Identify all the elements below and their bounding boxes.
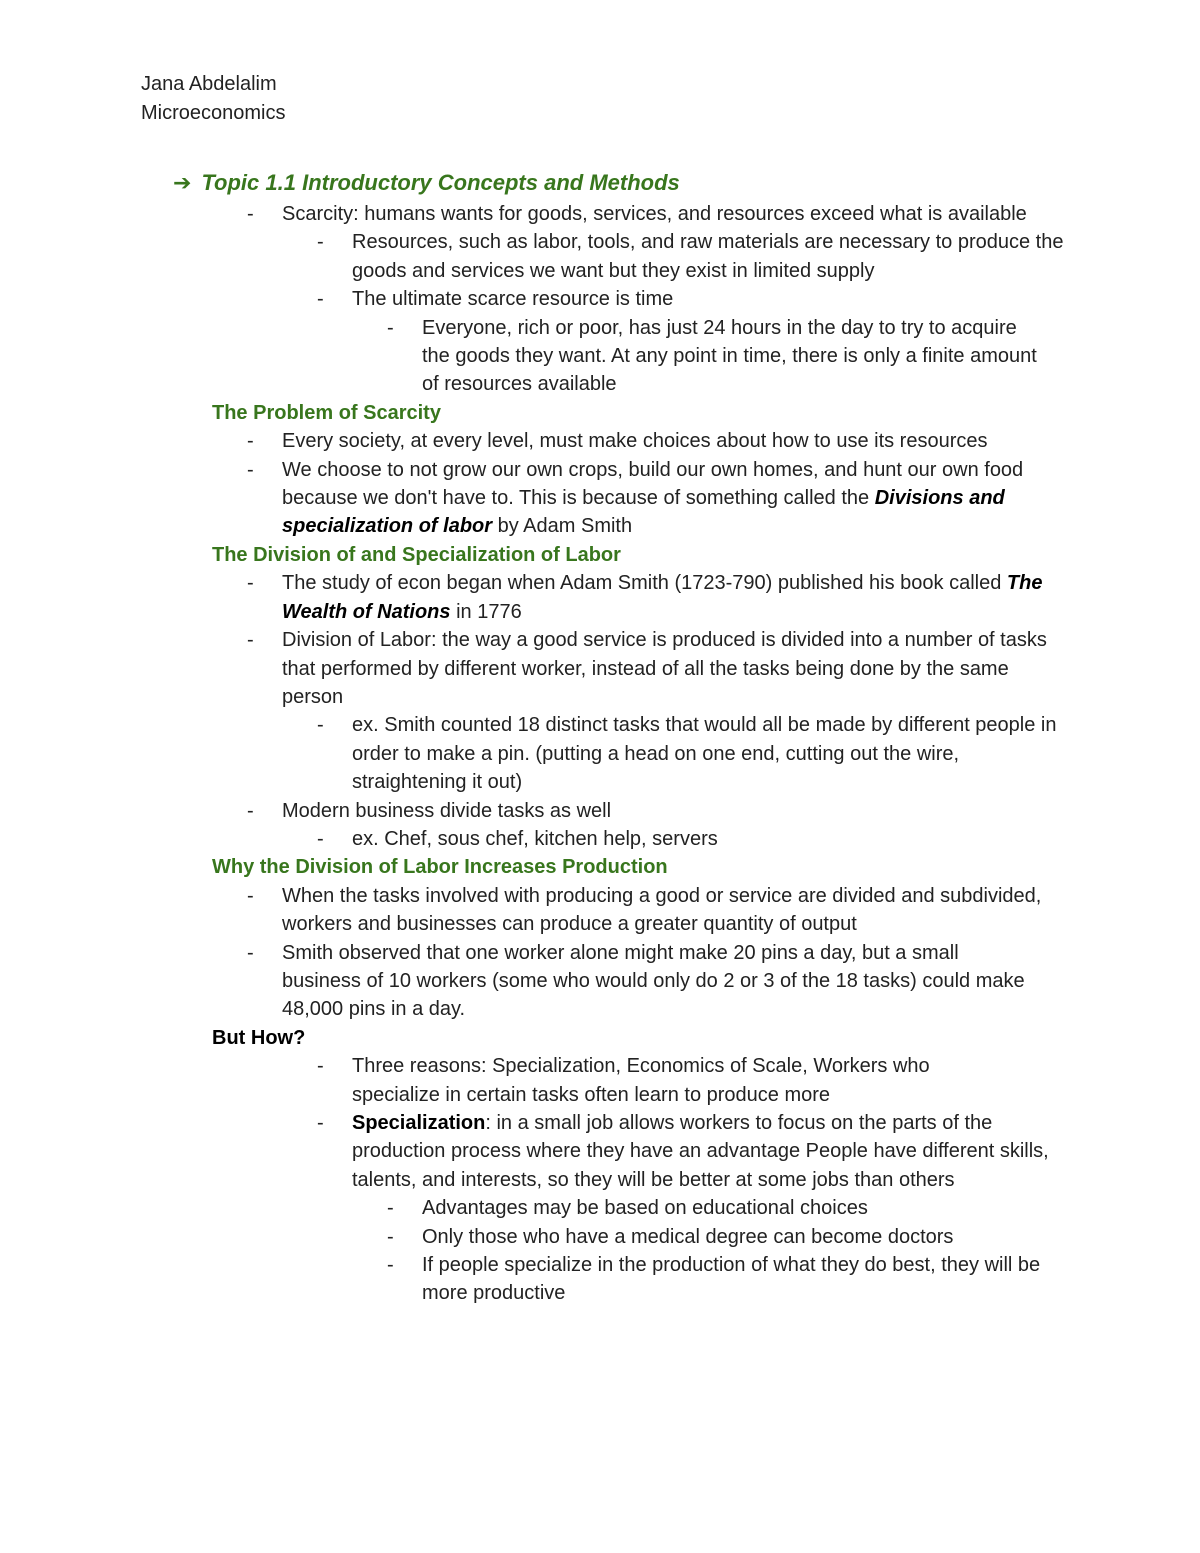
notes-body	[212, 200, 1072, 1308]
list-item-tail: by Adam Smith	[492, 515, 633, 538]
list-item	[247, 939, 1042, 1024]
dash-bullet: -	[247, 941, 254, 964]
list-item	[247, 569, 1072, 626]
list-item-text: Only those who have a medical degree can become doctors	[422, 1225, 954, 1248]
section-heading-division-of-labor: The Division of and Specialization of Labor	[212, 543, 621, 566]
dash-bullet: -	[247, 884, 254, 907]
list-item-text: Three reasons: Specialization, Economics of Scale, Workers who specialize in certain tasks often learn to produce more	[352, 1055, 930, 1106]
dash-bullet: -	[387, 1197, 394, 1220]
list-item	[317, 1109, 1062, 1194]
section-heading-problem-of-scarcity: The Problem of Scarcity	[212, 401, 441, 424]
list-item-text: We choose to not grow our own crops, build our own homes, and hunt our own food because we don't have to. This is because of something called the	[282, 458, 1024, 510]
list-item-text: The ultimate scarce resource is time	[352, 288, 674, 311]
emphasized-term: Divisions and specialization of labor	[282, 487, 1005, 538]
list-item-text: Smith observed that one worker alone might make 20 pins a day, but a small business of 10 workers (some who would only do 2 or 3 of the 18 tasks) could make 48,000 pins in a day.	[282, 941, 1025, 1021]
list-item	[387, 1251, 1042, 1308]
dash-bullet: -	[317, 1112, 324, 1134]
dash-bullet: -	[317, 231, 324, 254]
book-title: The Wealth of Nations	[282, 572, 1043, 623]
dash-bullet: -	[387, 1254, 394, 1277]
list-item-text: ex. Chef, sous chef, kitchen help, servers	[352, 827, 718, 850]
list-item-text: The study of econ began when Adam Smith (1723-790) published his book called	[282, 572, 1007, 595]
dash-bullet: -	[247, 203, 254, 225]
dash-bullet: -	[247, 572, 254, 595]
list-item	[317, 228, 1072, 285]
dash-bullet: -	[247, 430, 254, 453]
list-item-text: Advantages may be based on educational choices	[422, 1197, 868, 1220]
dash-bullet: -	[247, 629, 254, 652]
list-item-text: Scarcity: humans wants for goods, services, and resources exceed what is available	[282, 203, 1027, 225]
dash-bullet: -	[247, 799, 254, 822]
list-item-text: When the tasks involved with producing a good or service are divided and subdivided, workers and businesses can produce a greater quantity of output	[282, 884, 1042, 936]
list-item	[247, 882, 1042, 939]
dash-bullet: -	[317, 827, 324, 850]
dash-bullet: -	[387, 316, 394, 339]
list-item-text: : in a small job allows workers to focus on the parts of the production process where they have an advantage People have different skills, talents, and interests, so they will be better at some jobs than others	[352, 1112, 1049, 1191]
dash-bullet: -	[317, 714, 324, 737]
topic-heading	[173, 169, 680, 197]
emphasized-term: Specialization	[352, 1112, 486, 1134]
list-item	[247, 200, 1072, 228]
list-item	[387, 1223, 1072, 1251]
list-item	[387, 314, 1042, 399]
list-item	[247, 456, 1042, 541]
list-item-text: Resources, such as labor, tools, and raw materials are necessary to produce the goods and services we want but they exist in limited supply	[352, 231, 1064, 282]
list-item-tail: in 1776	[450, 600, 522, 623]
dash-bullet: -	[387, 1225, 394, 1248]
section-heading-why-division-increases-production: Why the Division of Labor Increases Production	[212, 856, 668, 879]
dash-bullet: -	[247, 458, 254, 481]
author-name: Jana Abdelalim	[141, 73, 277, 95]
list-item-text: Everyone, rich or poor, has just 24 hours in the day to try to acquire the goods they want. At any point in time, there is only a finite amount of resources available	[422, 316, 1037, 396]
list-item	[247, 797, 1072, 825]
document-header	[141, 70, 285, 128]
dash-bullet: -	[317, 288, 324, 311]
list-item	[317, 285, 1072, 313]
dash-bullet: -	[317, 1055, 324, 1078]
list-item-text: Division of Labor: the way a good service is produced is divided into a number of tasks that performed by different worker, instead of all the tasks being done by the same person	[282, 629, 1047, 708]
list-item-text: Every society, at every level, must make choices about how to use its resources	[282, 430, 988, 453]
list-item	[247, 427, 1072, 455]
course-name: Microeconomics	[141, 102, 286, 124]
list-item-text: Modern business divide tasks as well	[282, 799, 612, 822]
arrow-icon: ➔	[173, 170, 192, 195]
list-item	[317, 825, 1072, 853]
list-item	[247, 626, 1072, 711]
list-item	[387, 1194, 1072, 1222]
list-item	[317, 1052, 992, 1109]
topic-title: Topic 1.1 Introductory Concepts and Methods	[201, 170, 680, 195]
list-item-text: ex. Smith counted 18 distinct tasks that would all be made by different people in order to make a pin. (putting a head on one end, cutting out the wire, straightening it out)	[352, 714, 1057, 794]
list-item	[317, 711, 1057, 796]
list-item-text: If people specialize in the production of what they do best, they will be more productive	[422, 1254, 1041, 1305]
section-heading-but-how: But How?	[212, 1026, 306, 1049]
